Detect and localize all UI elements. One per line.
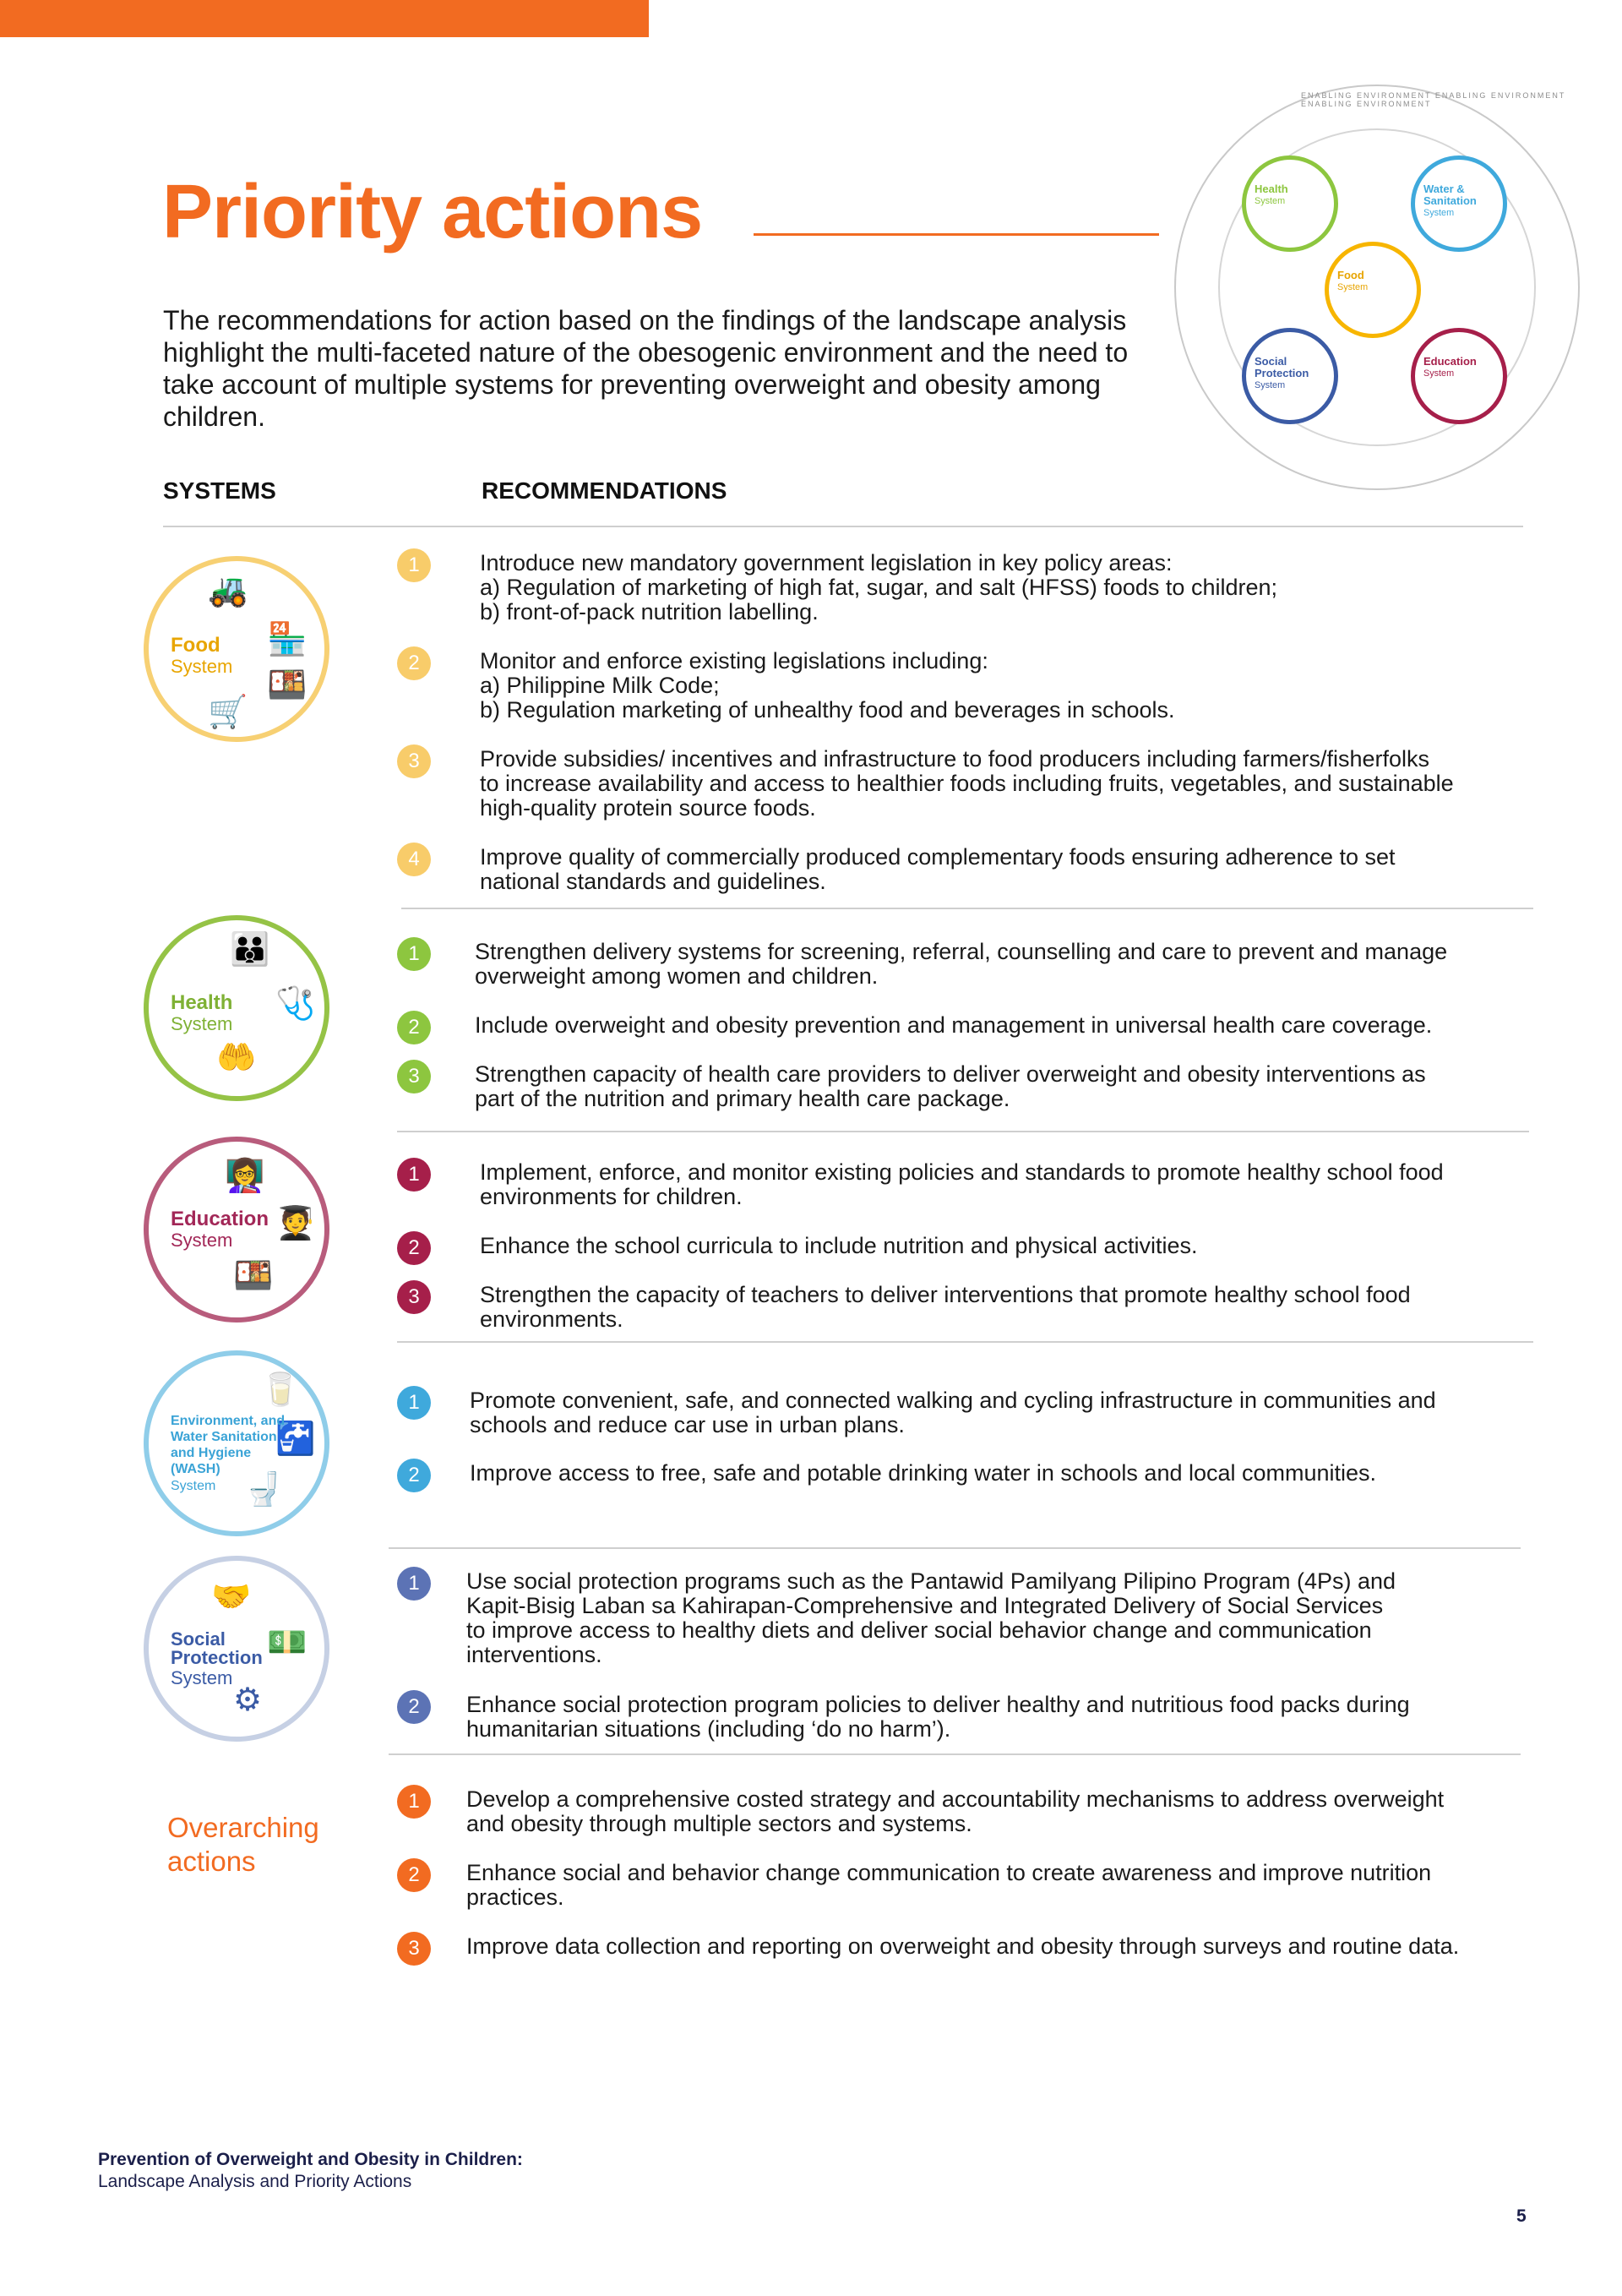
divider-food-health bbox=[401, 908, 1533, 909]
wash-rec-1 bbox=[408, 1388, 1436, 1437]
rec-number: 1 bbox=[397, 1386, 431, 1420]
wheel-water-label: Water & Sanitation bbox=[1423, 183, 1477, 207]
farm-icon: 🚜 bbox=[208, 573, 248, 608]
handshake-icon: 🤝 bbox=[211, 1579, 252, 1615]
shopping-cart-icon: 🛒 bbox=[208, 695, 248, 730]
social-rec-2 bbox=[408, 1692, 1410, 1742]
overarching-rec-1 bbox=[408, 1786, 1445, 1836]
education-system-label: Education bbox=[171, 1208, 269, 1230]
education-rec-3 bbox=[408, 1282, 1411, 1332]
social-rec-1 bbox=[408, 1568, 1396, 1667]
family-icon: 👪 bbox=[230, 932, 270, 968]
health-rec-2 bbox=[408, 1012, 1433, 1039]
footer-report-subtitle: Landscape Analysis and Priority Actions bbox=[98, 2172, 412, 2191]
rec-number: 1 bbox=[397, 1158, 431, 1192]
rec-number: 1 bbox=[397, 548, 431, 582]
wash-system-sub: System bbox=[171, 1479, 216, 1493]
food-tray-icon: 🍱 bbox=[267, 668, 308, 703]
wheel-food-system bbox=[1325, 242, 1421, 338]
rec-text: Monitor and enforce existing legislations including: a) Philippine Milk Code; b) Regulation marketing of unhealthy food and beverages in schools. bbox=[480, 648, 1175, 723]
enabling-environment-label: ENABLING ENVIRONMENT ENABLING ENVIRONMENT ENABLING ENVIRONMENT bbox=[1301, 91, 1566, 108]
wheel-health-sub: System bbox=[1255, 196, 1286, 206]
wheel-health-system bbox=[1242, 155, 1338, 252]
rec-text: Strengthen capacity of health care providers to deliver overweight and obesity interventions as part of the nutrition and primary health care package. bbox=[475, 1061, 1426, 1111]
wheel-social-label: Social Protection bbox=[1255, 355, 1309, 379]
rec-text: Develop a comprehensive costed strategy and accountability mechanisms to address overweight and obesity through multiple sectors and systems. bbox=[466, 1786, 1445, 1836]
wheel-education-system bbox=[1411, 328, 1507, 424]
school-meal-icon: 🍱 bbox=[233, 1258, 274, 1294]
rec-number: 3 bbox=[397, 1280, 431, 1314]
rec-text: Introduce new mandatory government legislation in key policy areas: a) Regulation of marketing of high fat, sugar, and salt (HFSS) foods to children; b) front-of-pack nutrition labelling. bbox=[480, 550, 1277, 624]
gears-icon: ⚙ bbox=[233, 1682, 263, 1718]
rec-number: 1 bbox=[397, 937, 431, 971]
health-rec-1 bbox=[408, 939, 1448, 989]
overarching-rec-2 bbox=[408, 1860, 1432, 1910]
social-protection-label: Social Protection bbox=[171, 1628, 263, 1668]
water-glass-icon: 🥛 bbox=[260, 1372, 301, 1408]
student-icon: 🧑‍🎓 bbox=[275, 1206, 316, 1241]
rec-number: 3 bbox=[397, 1060, 431, 1093]
health-rec-3 bbox=[408, 1061, 1426, 1111]
handwashing-icon: 🚰 bbox=[275, 1421, 316, 1457]
rec-text: Improve access to free, safe and potable drinking water in schools and local communities. bbox=[470, 1460, 1377, 1486]
rec-text: Improve data collection and reporting on overweight and obesity through surveys and routine data. bbox=[466, 1933, 1460, 1959]
rec-text: Use social protection programs such as the Pantawid Pamilyang Pilipino Program (4Ps) and Kapit-Bisig Laban sa Kahirapan-Comprehensive and Integrated Delivery of Social Services to improve access to healthy diets and deliver social behavior change and communication interventions. bbox=[466, 1568, 1396, 1667]
header-divider bbox=[163, 526, 1523, 527]
toilet-icon: 🚽 bbox=[243, 1472, 284, 1508]
top-accent-bar bbox=[0, 0, 649, 37]
rec-text: Enhance social protection program policies to deliver healthy and nutritious food packs during humanitarian situations (including ‘do no harm’). bbox=[466, 1692, 1410, 1742]
intro-paragraph: The recommendations for action based on the findings of the landscape analysis highlight the multi-faceted nature of the obesogenic environment and the need to take account of multiple systems for preventing overweight and obesity among children. bbox=[163, 305, 1129, 432]
health-system-label: Health bbox=[171, 991, 233, 1014]
wash-system-badge bbox=[144, 1350, 329, 1536]
rec-number: 2 bbox=[397, 1858, 431, 1892]
wheel-food-label: Food bbox=[1337, 269, 1364, 281]
wheel-social-sub: System bbox=[1255, 380, 1286, 390]
stethoscope-icon: 🩺 bbox=[275, 986, 316, 1022]
rec-number: 2 bbox=[397, 1011, 431, 1044]
food-rec-3 bbox=[408, 746, 1454, 821]
rec-text: Strengthen delivery systems for screening, referral, counselling and care to prevent and manage overweight among women and children. bbox=[475, 939, 1448, 989]
money-icon: 💵 bbox=[267, 1625, 308, 1661]
divider-education-wash bbox=[397, 1341, 1533, 1343]
overarching-rec-3 bbox=[408, 1933, 1460, 1960]
rec-number: 3 bbox=[397, 744, 431, 778]
wheel-social-system bbox=[1242, 328, 1338, 424]
divider-social-overarching bbox=[389, 1753, 1521, 1755]
education-rec-2 bbox=[408, 1233, 1198, 1259]
education-system-sub: System bbox=[171, 1230, 233, 1251]
rec-text: Enhance social and behavior change communication to create awareness and improve nutrition practices. bbox=[466, 1860, 1432, 1910]
wheel-health-label: Health bbox=[1255, 183, 1288, 195]
health-system-badge bbox=[144, 915, 329, 1101]
social-protection-sub: System bbox=[171, 1667, 233, 1688]
health-system-sub: System bbox=[171, 1013, 233, 1034]
rec-text: Promote convenient, safe, and connected walking and cycling infrastructure in communities and schools and reduce car use in urban plans. bbox=[470, 1388, 1436, 1437]
wheel-education-sub: System bbox=[1423, 368, 1455, 379]
food-rec-1 bbox=[408, 550, 1277, 624]
rec-number: 2 bbox=[397, 1690, 431, 1724]
social-protection-system-badge bbox=[144, 1556, 329, 1742]
food-system-badge bbox=[144, 556, 329, 742]
wheel-water-system bbox=[1411, 155, 1507, 252]
store-icon: 🏪 bbox=[267, 622, 308, 657]
rec-number: 2 bbox=[397, 1459, 431, 1492]
rec-text: Provide subsidies/ incentives and infrastructure to food producers including farmers/fisherfolks to increase availability and access to healthier foods including fruits, vegetables, and sustainable high-quality protein source foods. bbox=[480, 746, 1454, 821]
divider-health-education bbox=[397, 1131, 1529, 1132]
wheel-water-sub: System bbox=[1423, 208, 1455, 218]
divider-wash-social bbox=[389, 1547, 1521, 1549]
wash-rec-2 bbox=[408, 1460, 1377, 1486]
rec-text: Strengthen the capacity of teachers to deliver interventions that promote healthy school food environments. bbox=[480, 1282, 1411, 1332]
caring-hands-icon: 🤲 bbox=[216, 1040, 257, 1076]
page-number: 5 bbox=[1516, 2206, 1527, 2226]
rec-text: Include overweight and obesity prevention and management in universal health care coverage. bbox=[475, 1012, 1433, 1038]
rec-number: 2 bbox=[397, 1231, 431, 1265]
recommendations-column-header: RECOMMENDATIONS bbox=[482, 477, 727, 504]
page-title: Priority actions bbox=[162, 170, 703, 254]
food-rec-4 bbox=[408, 844, 1396, 894]
wheel-education-label: Education bbox=[1423, 355, 1477, 368]
education-system-badge bbox=[144, 1137, 329, 1323]
education-rec-1 bbox=[408, 1159, 1444, 1209]
food-rec-2 bbox=[408, 648, 1175, 723]
rec-text: Enhance the school curricula to include nutrition and physical activities. bbox=[480, 1233, 1198, 1258]
teacher-icon: 👩‍🏫 bbox=[225, 1159, 265, 1194]
footer-report-title: Prevention of Overweight and Obesity in Children: bbox=[98, 2150, 523, 2169]
rec-number: 1 bbox=[397, 1785, 431, 1819]
rec-number: 2 bbox=[397, 646, 431, 680]
food-system-label: Food bbox=[171, 634, 220, 657]
overarching-actions-label: Overarching actions bbox=[167, 1812, 319, 1877]
systems-column-header: SYSTEMS bbox=[163, 477, 276, 504]
systems-wheel-graphic bbox=[1174, 85, 1580, 490]
rec-number: 1 bbox=[397, 1567, 431, 1601]
rec-text: Implement, enforce, and monitor existing policies and standards to promote healthy school food environments for children. bbox=[480, 1159, 1444, 1209]
rec-number: 4 bbox=[397, 843, 431, 876]
rec-number: 3 bbox=[397, 1932, 431, 1966]
wheel-food-sub: System bbox=[1337, 282, 1369, 292]
wash-system-label: Environment, and Water Sanitation and Hygiene (WASH) bbox=[171, 1414, 286, 1476]
food-system-sub: System bbox=[171, 656, 233, 677]
title-rule bbox=[754, 233, 1159, 236]
rec-text: Improve quality of commercially produced complementary foods ensuring adherence to set national standards and guidelines. bbox=[480, 844, 1396, 894]
